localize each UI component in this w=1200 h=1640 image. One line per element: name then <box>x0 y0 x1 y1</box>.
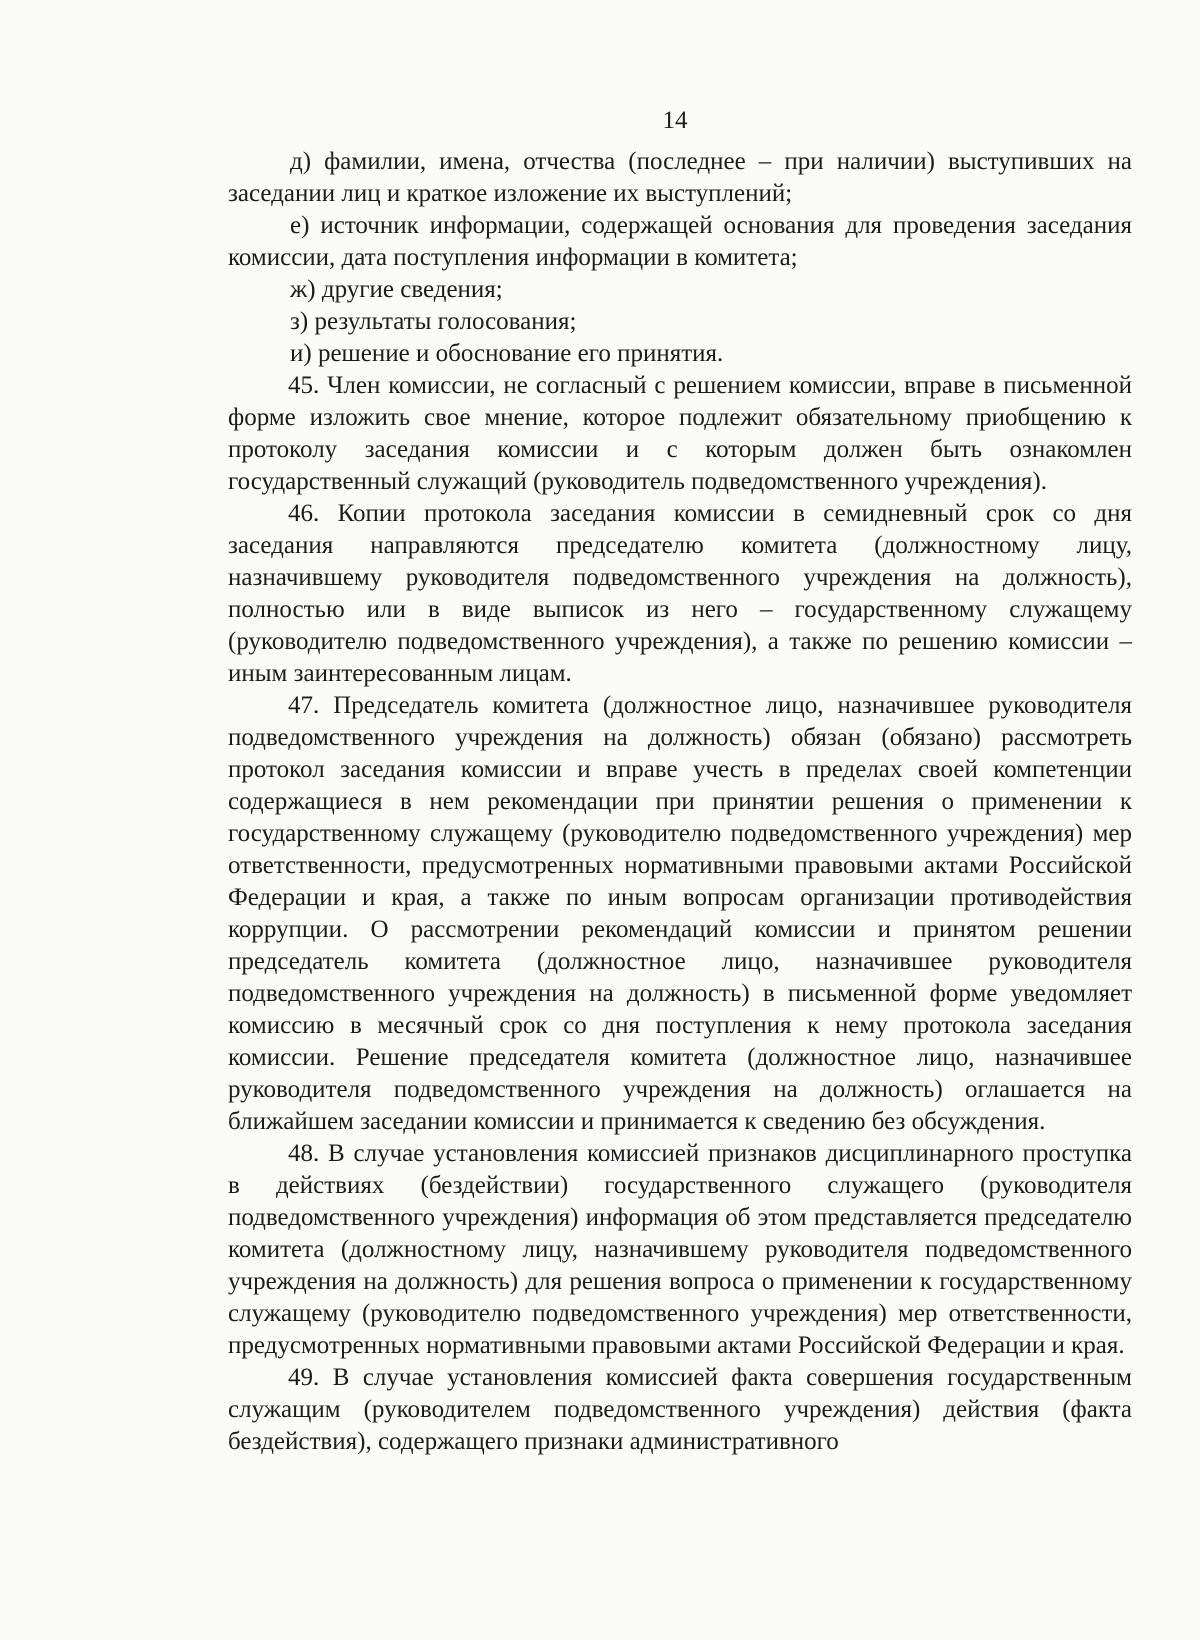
paragraph-46: 46. Копии протокола заседания комиссии в семидневный срок со дня заседания направляются председателю комитета (должностному лицу, назначившему руководителя подведомственного учреждения на должность), полностью или в виде выписок из него – государственному служащему (руководителю подведомственного учреждения), а также по решению комиссии – иным заинтересованным лицам. <box>228 500 1132 687</box>
paragraph-48: 48. В случае установления комиссией признаков дисциплинарного проступка в действиях (бездействии) государственного служащего (руководителя подведомственного учреждения) информация об этом представляется председателю комитета (должностному лицу, назначившему руководителя подведомственного учреждения на должность) для решения вопроса о применении к государственному служащему (руководителю подведомственного учреждения) мер ответственности, предусмотренных нормативными правовыми актами Российской Федерации и края. <box>228 1140 1132 1359</box>
paragraph-item-e: е) источник информации, содержащей основания для проведения заседания комиссии, дата поступления информации в комитета; <box>228 212 1132 271</box>
paragraph-item-z: з) результаты голосования; <box>290 308 577 335</box>
paragraph-49: 49. В случае установления комиссией факта совершения государственным служащим (руководителем подведомственного учреждения) действия (факта бездействия), содержащего признаки административного <box>228 1364 1132 1455</box>
paragraph-item-i: и) решение и обоснование его принятия. <box>290 340 724 367</box>
page-number: 14 <box>662 107 688 134</box>
paragraph-45: 45. Член комиссии, не согласный с решением комиссии, вправе в письменной форме изложить свое мнение, которое подлежит обязательному приобщению к протоколу заседания комиссии и с которым должен быть ознакомлен государственный служащий (руководитель подведомственного учреждения). <box>228 372 1132 495</box>
paragraph-item-zh: ж) другие сведения; <box>290 276 503 303</box>
paragraph-item-d: д) фамилии, имена, отчества (последнее – при наличии) выступивших на заседании лиц и краткое изложение их выступлений; <box>228 148 1132 207</box>
document-body <box>228 146 1132 1458</box>
paragraph-47: 47. Председатель комитета (должностное лицо, назначившее руководителя подведомственного учреждения на должность) обязан (обязано) рассмотреть протокол заседания комиссии и вправе учесть в пределах своей компетенции содержащиеся в нем рекомендации при принятии решения о применении к государственному служащему (руководителю подведомственного учреждения) мер ответственности, предусмотренных нормативными правовыми актами Российской Федерации и края, а также по иным вопросам организации противодействия коррупции. О рассмотрении рекомендаций комиссии и принятом решении председатель комитета (должностное лицо, назначившее руководителя подведомственного учреждения на должность) в письменной форме уведомляет комиссию в месячный срок со дня поступления к нему протокола заседания комиссии. Решение председателя комитета (должностное лицо, назначившее руководителя подведомственного учреждения на должность) оглашается на ближайшем заседании комиссии и принимается к сведению без обсуждения. <box>228 692 1132 1135</box>
